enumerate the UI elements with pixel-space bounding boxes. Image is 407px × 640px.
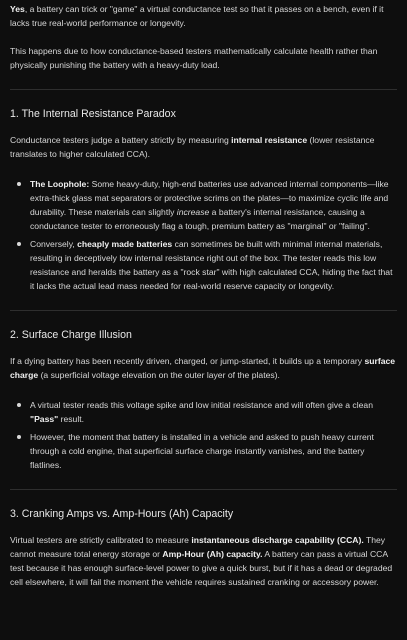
section-3-text-e: A battery can pass a virtual CCA test because it has enough surface-level power to give a quick burst, but if it has a dead or degraded cell elsewhere, it will fail the moment the vehicle requires sustained cranking or accessory power. [10, 549, 393, 587]
section-divider [10, 89, 397, 90]
section-2-strong: surface charge [10, 356, 396, 380]
section-1-heading: 1. The Internal Resistance Paradox [10, 108, 176, 120]
bullet-icon [17, 182, 21, 186]
bullet-strong: "Pass" [30, 414, 59, 424]
section-3-heading: 3. Cranking Amps vs. Amp-Hours (Ah) Capacity [10, 508, 234, 520]
bullet-text: A virtual tester reads this voltage spike and low initial resistance and will often give a clean [30, 400, 373, 410]
bullet-text: Conversely, [30, 239, 78, 249]
bullet-text: can sometimes be built with minimal internal materials, resulting in deceptively low internal resistance right out of the box. The tester reads this low resistance and heralds the battery as a "rock star" with high calculated CCA, hiding the fact that it lacks the actual lead mass needed for real-world reserve capacity or longevity. [30, 239, 393, 291]
list-item [30, 237, 397, 293]
section-3-strong-1: instantaneous discharge capability (CCA). [191, 535, 364, 545]
bullet-text: However, the moment that battery is installed in a vehicle and asked to push heavy current through a cold engine, that superficial surface charge instantly vanishes, and the battery flatlines. [30, 432, 374, 470]
bullet-icon [17, 242, 21, 246]
bullet-text: a battery's internal resistance, causing a conductance tester to erroneously flag a tough, premium battery as "marginal" or "failing". [30, 207, 370, 231]
list-item [30, 430, 397, 472]
bullet-icon [17, 403, 21, 407]
section-1-list [10, 177, 397, 293]
section-3-text-a: Virtual testers are strictly calibrated to measure [10, 535, 192, 545]
section-2-list [10, 398, 397, 472]
intro-paragraph-1 [10, 2, 397, 30]
list-item [30, 398, 397, 426]
section-2-text-c: (a superficial voltage elevation on the outer layer of the plates). [38, 370, 280, 380]
intro-paragraph-2: This happens due to how conductance-based testers mathematically calculate health rather than physically punishing the battery with a heavy-duty load. [10, 46, 378, 70]
bullet-text: result. [58, 414, 85, 424]
intro-text-1: , a battery can trick or "game" a virtual conductance test so that it passes on a bench, even if it lacks true real-world performance or longevity. [10, 4, 384, 28]
bullet-emphasis: increase [176, 207, 210, 217]
section-1-strong: internal resistance [231, 135, 308, 145]
section-divider [10, 489, 397, 490]
section-2-heading: 2. Surface Charge Illusion [10, 329, 132, 341]
section-2-text-a: If a dying battery has been recently driven, charged, or jump-started, it builds up a temporary [10, 356, 365, 366]
section-3-text-c: They cannot measure total energy storage or [10, 535, 386, 559]
intro-strong-yes: Yes [10, 4, 25, 14]
bullet-strong: The Loophole: [30, 179, 90, 189]
bullet-text: Some heavy-duty, high-end batteries use advanced internal components—like extra-thick glass mat separators or protective scrims on the plates—to maximize cyclic life and durability. These materials can slightly [30, 179, 389, 217]
bullet-strong: cheaply made batteries [77, 239, 173, 249]
bullet-icon [17, 435, 21, 439]
section-3-strong-2: Amp-Hour (Ah) capacity. [162, 549, 263, 559]
section-1-paragraph [10, 133, 397, 161]
list-item [30, 177, 397, 233]
section-3-paragraph [10, 533, 397, 589]
section-2-paragraph [10, 354, 397, 382]
section-1-text-c: (lower resistance translates to higher calculated CCA). [10, 135, 375, 159]
section-1-text-a: Conductance testers judge a battery strictly by measuring [10, 135, 232, 145]
section-divider [10, 310, 397, 311]
